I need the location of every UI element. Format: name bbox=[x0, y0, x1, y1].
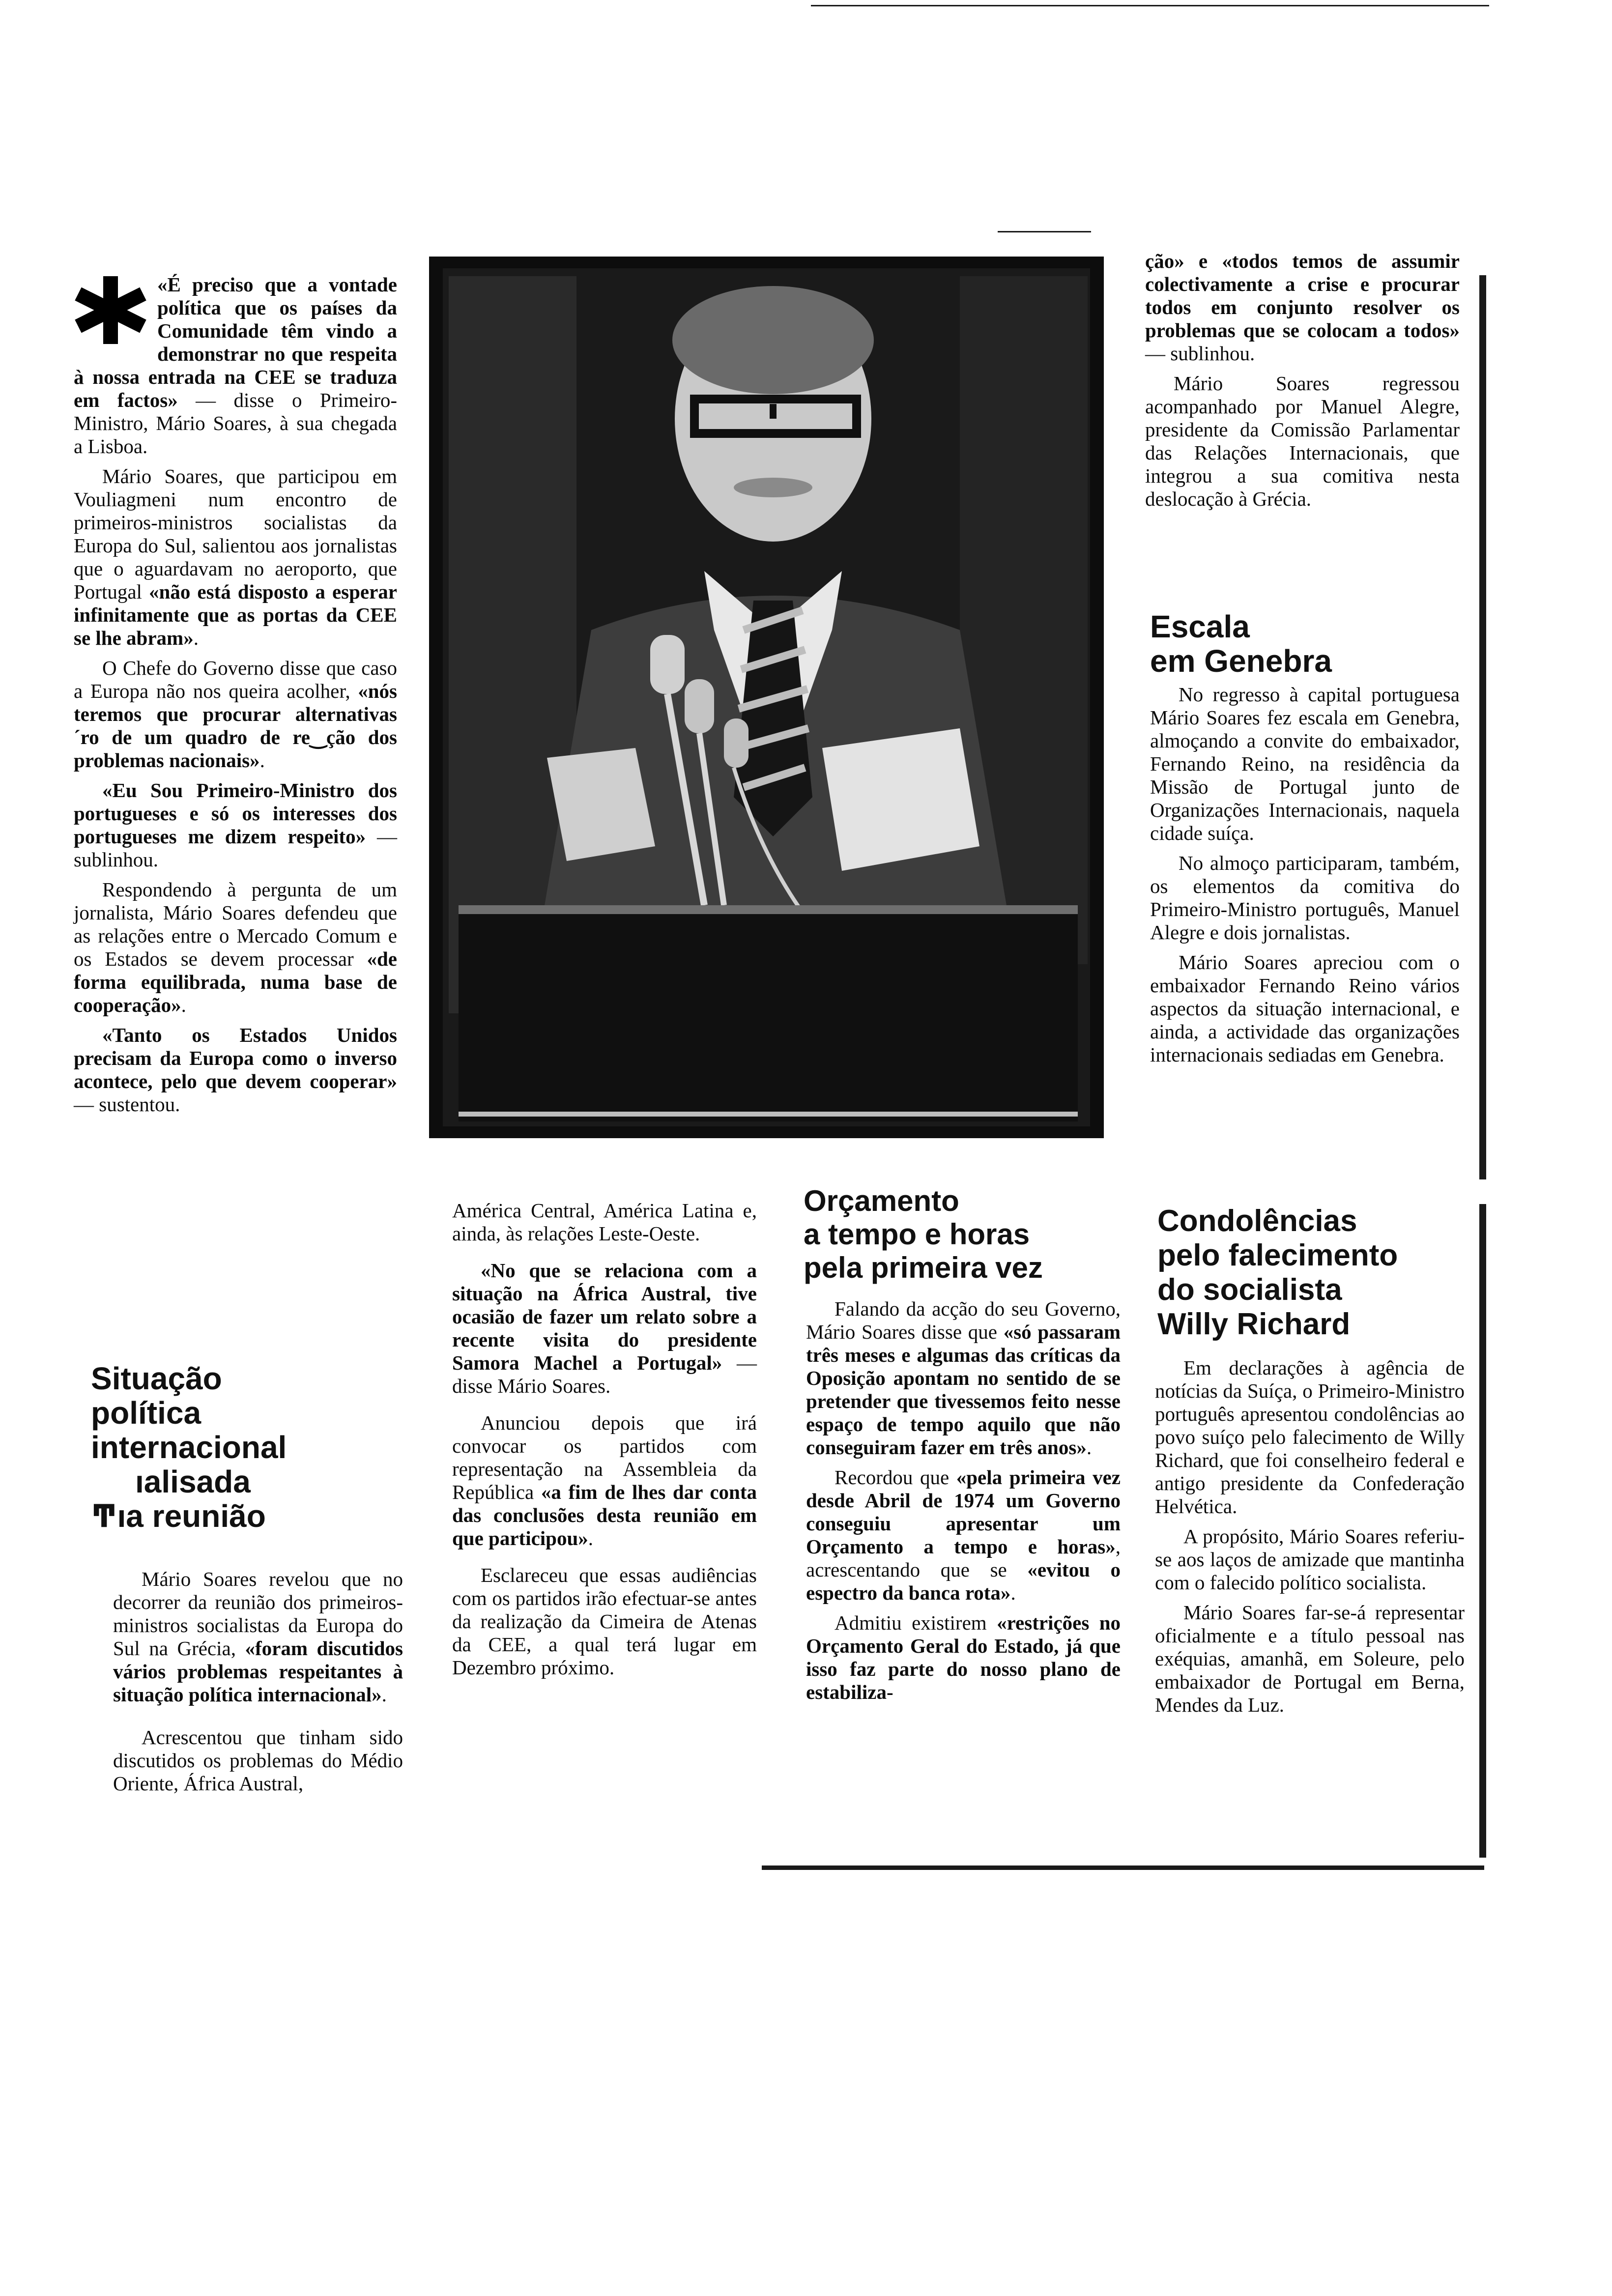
col3-p1-text: Falando da acção do seu Governo, Mário Soares disse que bbox=[806, 1297, 1121, 1343]
column-1-lead bbox=[74, 273, 397, 1123]
col3-p3-quote: «restrições no Orçamento Geral do Estado, já que isso faz parte do nosso plano de estabiliza- bbox=[806, 1611, 1121, 1703]
headline-line: ıalisada bbox=[135, 1464, 251, 1499]
p5-quote: «de forma equilibrada, numa base de cooperação» bbox=[74, 947, 397, 1016]
column-4-top bbox=[1145, 250, 1460, 517]
column-3 bbox=[806, 1297, 1121, 1711]
p5-end: . bbox=[181, 994, 186, 1016]
col4-side-rule-top bbox=[1479, 275, 1486, 1179]
col2-p2-quote: «No que se relaciona com a situação na África Austral, tive ocasião de fazer um relato sobre a recente visita do presidente Samora Machel a Portugal» bbox=[452, 1259, 757, 1374]
lead-quote: «É preciso que a vontade política que os países da Comunidade têm vindo a demonstrar no que respeita à nossa entrada na CEE se traduza em factos» bbox=[74, 273, 397, 411]
col3-p2-text: Recordou que bbox=[835, 1466, 956, 1489]
p6-quote: «Tanto os Estados Unidos precisam da Europa como o inverso acontece, pelo que devem cooperar» bbox=[74, 1024, 397, 1092]
col4-p4: No almoço participaram, também, os elementos da comitiva do Primeiro-Ministro português, Manuel Alegre e dois jornalistas. bbox=[1150, 852, 1460, 944]
col3-p1-quote: «só passaram três meses e algumas das críticas da Oposição apontam no sentido de se pretender que tivessemos feito nesse espaço de tempo aquilo que não conseguiram fazer em três anos» bbox=[806, 1320, 1121, 1459]
col3-p2-quote: «pela primeira vez desde Abril de 1974 um Governo conseguiu apresentar um Orçamento a tempo e horas» bbox=[806, 1466, 1121, 1558]
headline-line: do socialista bbox=[1157, 1273, 1342, 1307]
bottom-rule bbox=[762, 1866, 1484, 1870]
col2-p3-quote: «a fim de lhes dar conta das conclusões desta reunião em que participou» bbox=[452, 1481, 757, 1550]
p3-quote: «nós teremos que procurar alternativas ´ro de um quadro de re‿ção dos problemas nacionais» bbox=[74, 680, 397, 772]
column-4-middle bbox=[1150, 683, 1460, 1073]
col3-p2-quote2: «evitou o espectro da banca rota» bbox=[806, 1558, 1121, 1604]
col3-p3-text: Admitiu existirem bbox=[835, 1611, 997, 1634]
col4-p1-quote: ção» e «todos temos de assumir colectivamente a crise e procurar todos em conjunto resolver os problemas que se colocam a todos» bbox=[1145, 250, 1460, 342]
headline-escala bbox=[1150, 609, 1455, 678]
headline-line: a tempo e horas bbox=[804, 1218, 1030, 1251]
col3-p2-end: . bbox=[1010, 1581, 1016, 1604]
col2-p3-end: . bbox=[588, 1527, 594, 1550]
column-1-bottom bbox=[113, 1568, 403, 1802]
col4-p8: Mário Soares far-se-á representar oficialmente e a título pessoal nas exéquias, amanhã, em Soleure, pelo embaixador de Portugal em Berna, Mendes da Luz. bbox=[1155, 1601, 1465, 1716]
col3-p1-end: . bbox=[1086, 1436, 1092, 1459]
col2-p2-end: — disse Mário Soares. bbox=[452, 1351, 757, 1397]
p6-end: — sustentou. bbox=[74, 1093, 180, 1116]
p3-end: . bbox=[259, 749, 265, 772]
headline-line: em Genebra bbox=[1150, 643, 1332, 679]
p5-text: Respondendo à pergunta de um jornalista, Mário Soares defendeu que as relações entre o Mercado Comum e os Estados se devem processar bbox=[74, 878, 397, 970]
photo-mario-soares bbox=[429, 257, 1104, 1138]
p2-end: . bbox=[193, 627, 199, 649]
p4-quote: «Eu Sou Primeiro-Ministro dos portugueses e só os interesses dos portugueses me dizem respeito» bbox=[74, 779, 397, 848]
headline-line: política bbox=[91, 1395, 202, 1431]
p7-end: . bbox=[381, 1683, 387, 1706]
col2-p4: Esclareceu que essas audiências com os partidos irão efectuar-se antes da realização da Cimeira de Atenas da CEE, a qual terá lugar em Dezembro próximo. bbox=[452, 1564, 757, 1679]
lead-attribution: — disse o Primeiro-Ministro, Mário Soares, à sua chegada a Lisboa. bbox=[74, 389, 398, 458]
column-2 bbox=[452, 1199, 757, 1686]
p2-text: Mário Soares, que participou em Vouliagmeni num encontro de primeiros-ministros socialistas da Europa do Sul, salientou aos jornalistas que o aguardavam no aeroporto, que Portugal bbox=[74, 465, 397, 603]
headline-line: pela primeira vez bbox=[804, 1251, 1043, 1284]
headline-line: Escala bbox=[1150, 609, 1250, 644]
col4-side-rule-bottom bbox=[1479, 1204, 1486, 1858]
column-4-bottom bbox=[1155, 1356, 1465, 1723]
p4-end: — sublinhou. bbox=[74, 825, 397, 871]
col2-p1: América Central, América Latina e, ainda, às relações Leste-Oeste. bbox=[452, 1199, 757, 1245]
col4-p5: Mário Soares apreciou com o embaixador Fernando Reino vários aspectos da situação internacional, e ainda, a actividade das organizações internacionais sediadas em Genebra. bbox=[1150, 951, 1460, 1066]
headline-line: Orçamento bbox=[804, 1184, 959, 1217]
col2-p3-text: Anunciou depois que irá convocar os partidos com representação na Assembleia da República bbox=[452, 1411, 757, 1503]
headline-line: ͳıa reunião bbox=[91, 1498, 266, 1534]
headline-line: Willy Richard bbox=[1157, 1307, 1351, 1341]
p7-quote: «foram discutidos vários problemas respeitantes à situação política internacional» bbox=[113, 1637, 403, 1706]
col4-p3: No regresso à capital portuguesa Mário Soares fez escala em Genebra, almoçando a convite do embaixador, Fernando Reino, na residência da Missão de Portugal junto de Organizações Internacionais, naquela cidade suíça. bbox=[1150, 683, 1460, 844]
p2-quote: «não está disposto a esperar infinitamente que as portas da CEE se lhe abram» bbox=[74, 580, 398, 649]
photo-image bbox=[429, 257, 1104, 1138]
headline-condolencias bbox=[1157, 1204, 1462, 1342]
col4-p1-end: — sublinhou. bbox=[1145, 342, 1255, 365]
headline-line: Condolências bbox=[1157, 1204, 1357, 1238]
col3-p2-mid: , acrescentando que se bbox=[806, 1535, 1121, 1581]
p3-text: O Chefe do Governo disse que caso a Europa não nos queira acolher, bbox=[74, 657, 397, 702]
top-right-rule bbox=[998, 231, 1091, 232]
col4-p2: Mário Soares regressou acompanhado por Manuel Alegre, presidente da Comissão Parlamentar das Relações Internacionais, que integrou a sua comitiva nesta deslocação à Grécia. bbox=[1145, 372, 1460, 510]
headline-orcamento bbox=[804, 1184, 1118, 1285]
headline-line: internacional bbox=[91, 1430, 287, 1465]
p8-text: Acrescentou que tinham sido discutidos os problemas do Médio Oriente, África Austral, bbox=[113, 1726, 403, 1795]
headline-line: Situação bbox=[91, 1361, 222, 1396]
col4-p7: A propósito, Mário Soares referiu-se aos laços de amizade que mantinha com o falecido político socialista. bbox=[1155, 1525, 1465, 1594]
col4-p6: Em declarações à agência de notícias da Suíça, o Primeiro-Ministro português apresentou condolências ao povo suíço pelo falecimento de Willy Richard, que foi conselheiro federal e antigo presidente da Confederação Helvética. bbox=[1155, 1356, 1465, 1518]
headline-line: pelo falecimento bbox=[1157, 1238, 1398, 1272]
headline-situacao bbox=[91, 1361, 405, 1533]
top-edge-rule bbox=[811, 5, 1489, 6]
p7-text: Mário Soares revelou que no decorrer da reunião dos primeiros-ministros socialistas da Europa do Sul na Grécia, bbox=[113, 1568, 403, 1660]
